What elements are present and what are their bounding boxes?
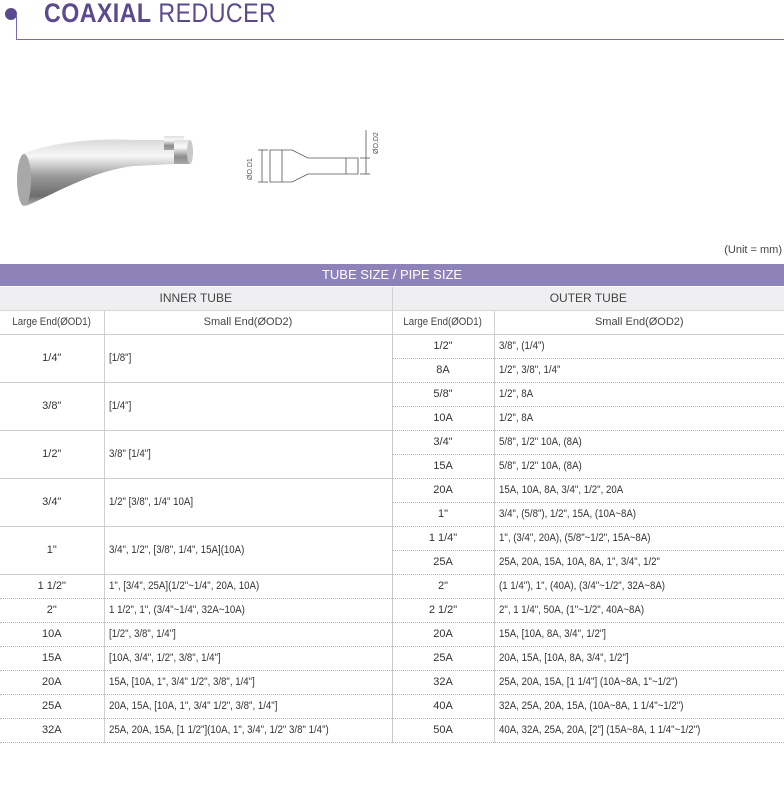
inner-small-cell-text: 1", [3/4", 25A](1/2"~1/4", 20A, 10A) [108,580,259,592]
outer-small-cell-text: 1/2", 8A [498,412,533,424]
table-column-header-row [0,311,784,335]
outer-large-cell-text: 1" [437,508,449,520]
outer-large-cell [392,551,494,575]
outer-large-cell-text: 3/4" [433,436,453,448]
outer-large-cell [392,599,494,623]
outer-small-cell-text: 5/8", 1/2" 10A, (8A) [498,460,582,472]
inner-large-cell [0,575,104,599]
table-row [0,719,784,743]
outer-small-cell-text: 32A, 25A, 20A, 15A, (10A~8A, 1 1/4"~1/2") [498,700,683,712]
outer-large-cell [392,407,494,431]
outer-small-cell [494,647,784,671]
outer-small-cell-text: 25A, 20A, 15A, 10A, 8A, 1", 3/4", 1/2" [498,556,660,568]
inner-large-cell [0,719,104,743]
inner-large-cell [0,335,104,383]
outer-small-cell [494,359,784,383]
table-row [0,647,784,671]
table-row [0,671,784,695]
outer-small-cell-text: 15A, [10A, 8A, 3/4", 1/2"] [498,628,606,640]
outer-small-cell-text: 15A, 10A, 8A, 3/4", 1/2", 20A [498,484,623,496]
outer-small-cell-text: 3/4", (5/8"), 1/2", 15A, (10A~8A) [498,508,636,520]
outer-large-cell [392,623,494,647]
inner-large-cell [0,383,104,431]
outer-small-cell-text: 1/2", 3/8", 1/4" [498,364,560,376]
inner-large-cell-text: 1/2" [42,448,62,460]
outer-large-cell [392,335,494,359]
table-row [0,335,784,359]
inner-large-cell-text: 1 1/2" [37,580,66,592]
inner-small-cell [104,383,392,431]
outer-small-cell-text: 25A, 20A, 15A, [1 1/4"] (10A~8A, 1"~1/2") [498,676,678,688]
table-row [0,383,784,407]
outer-large-cell [392,527,494,551]
inner-large-cell-text: 32A [41,724,62,736]
outer-large-cell-text: 2 1/2" [428,604,458,616]
size-table [0,264,784,743]
outer-large-cell [392,359,494,383]
outer-small-cell [494,623,784,647]
inner-small-cell-text: [1/4"] [108,400,131,412]
page-header [0,0,784,42]
inner-small-cell-text: 25A, 20A, 15A, [1 1/2"](10A, 1", 3/4", 1/2" 3/8" 1/4") [108,724,329,736]
drawing-label-od2: ØO.D2 [373,132,380,154]
inner-small-cell-text: [1/2", 3/8", 1/4"] [108,628,176,640]
outer-small-cell [494,455,784,479]
outer-small-cell [494,479,784,503]
drawing-label-od1: ØO.D1 [247,158,254,180]
inner-large-cell-text: 2" [46,604,57,616]
outer-small-cell-text: 1", (3/4", 20A), (5/8"~1/2", 15A~8A) [498,532,651,544]
outer-large-cell-text: 10A [433,412,453,424]
outer-large-cell [392,455,494,479]
table-row [0,599,784,623]
outer-tube-heading: OUTER TUBE [392,287,784,311]
reducer-drawing [238,120,388,192]
col-outer-small: Small End(ØOD2) [494,311,784,335]
outer-large-cell [392,503,494,527]
outer-large-cell-text: 20A [433,484,453,496]
outer-small-cell-text: 5/8", 1/2" 10A, (8A) [498,436,582,448]
outer-large-cell-text: 2" [437,580,449,592]
table-row [0,479,784,503]
inner-large-cell-text: 1/4" [42,352,62,364]
table-row [0,527,784,551]
inner-large-cell-text: 20A [41,676,62,688]
table-title-row [0,264,784,287]
inner-small-cell-text: [10A, 3/4", 1/2", 3/8", 1/4"] [108,652,221,664]
inner-tube-heading: INNER TUBE [0,287,392,311]
unit-note: (Unit = mm) [724,244,782,256]
reducer-photo [14,130,194,210]
outer-small-cell [494,407,784,431]
table-group-row [0,287,784,311]
outer-small-cell [494,575,784,599]
outer-small-cell [494,719,784,743]
inner-small-cell [104,431,392,479]
outer-small-cell [494,383,784,407]
inner-small-cell-text: 1 1/2", 1", (3/4"~1/4", 32A~10A) [108,604,245,616]
outer-small-cell-text: 2", 1 1/4", 50A, (1"~1/2", 40A~8A) [498,604,644,616]
inner-small-cell-text: 20A, 15A, [10A, 1", 3/4" 1/2", 3/8", 1/4"] [108,700,277,712]
outer-large-cell [392,695,494,719]
table-title: TUBE SIZE / PIPE SIZE [0,264,784,287]
outer-large-cell [392,431,494,455]
inner-large-cell [0,623,104,647]
table-row [0,695,784,719]
col-inner-large: Large End(ØOD1) [0,311,104,335]
outer-large-cell-text: 1 1/4" [428,532,458,544]
inner-large-cell-text: 25A [41,700,62,712]
outer-large-cell-text: 50A [433,724,453,736]
outer-large-cell [392,383,494,407]
inner-large-cell [0,527,104,575]
outer-large-cell [392,647,494,671]
inner-large-cell [0,479,104,527]
outer-small-cell-text: 1/2", 8A [498,388,533,400]
inner-small-cell [104,719,392,743]
outer-small-cell [494,599,784,623]
inner-small-cell [104,647,392,671]
outer-small-cell-text: 40A, 32A, 25A, 20A, [2"] (15A~8A, 1 1/4"~1/2") [498,724,700,736]
page-title-rest: REDUCER [158,0,277,28]
inner-large-cell-text: 1" [46,544,57,556]
outer-small-cell [494,695,784,719]
inner-small-cell-text: 3/8" [1/4"] [108,448,151,460]
inner-small-cell [104,599,392,623]
inner-small-cell [104,527,392,575]
page-title [44,0,276,29]
outer-large-cell-text: 25A [433,556,453,568]
table-row [0,431,784,455]
outer-small-cell-text: (1 1/4"), 1", (40A), (3/4"~1/2", 32A~8A) [498,580,665,592]
inner-large-cell [0,647,104,671]
outer-large-cell [392,719,494,743]
outer-large-cell [392,479,494,503]
col-outer-large: Large End(ØOD1) [392,311,494,335]
outer-large-cell-text: 15A [433,460,453,472]
inner-small-cell-text: 1/2" [3/8", 1/4" 10A] [108,496,193,508]
inner-small-cell-text: [1/8"] [108,352,131,364]
table-row [0,623,784,647]
inner-large-cell-text: 3/8" [42,400,62,412]
inner-large-cell [0,599,104,623]
inner-small-cell [104,479,392,527]
inner-large-cell-text: 15A [41,652,62,664]
inner-small-cell [104,575,392,599]
outer-large-cell-text: 40A [433,700,453,712]
inner-small-cell-text: 15A, [10A, 1", 3/4" 1/2", 3/8", 1/4"] [108,676,255,688]
outer-small-cell [494,431,784,455]
outer-large-cell [392,671,494,695]
outer-large-cell [392,575,494,599]
outer-small-cell [494,503,784,527]
inner-small-cell [104,671,392,695]
inner-small-cell-text: 3/4", 1/2", [3/8", 1/4", 15A](10A) [108,544,244,556]
outer-small-cell [494,527,784,551]
page-title-bold: COAXIAL [44,0,152,28]
outer-large-cell-text: 5/8" [433,388,453,400]
inner-large-cell [0,671,104,695]
outer-small-cell [494,671,784,695]
inner-small-cell [104,623,392,647]
col-inner-small: Small End(ØOD2) [104,311,392,335]
table-row [0,575,784,599]
outer-small-cell [494,335,784,359]
header-rule [17,39,784,40]
outer-small-cell-text: 3/8", (1/4") [498,340,545,352]
inner-small-cell [104,335,392,383]
inner-large-cell [0,695,104,719]
outer-large-cell-text: 8A [436,364,450,376]
outer-large-cell-text: 20A [433,628,453,640]
inner-large-cell [0,431,104,479]
header-divider [16,14,17,40]
inner-large-cell-text: 10A [41,628,62,640]
inner-small-cell [104,695,392,719]
outer-small-cell [494,551,784,575]
outer-large-cell-text: 1/2" [433,340,453,352]
inner-large-cell-text: 3/4" [42,496,62,508]
outer-large-cell-text: 25A [433,652,453,664]
outer-large-cell-text: 32A [433,676,453,688]
outer-small-cell-text: 20A, 15A, [10A, 8A, 3/4", 1/2"] [498,652,629,664]
